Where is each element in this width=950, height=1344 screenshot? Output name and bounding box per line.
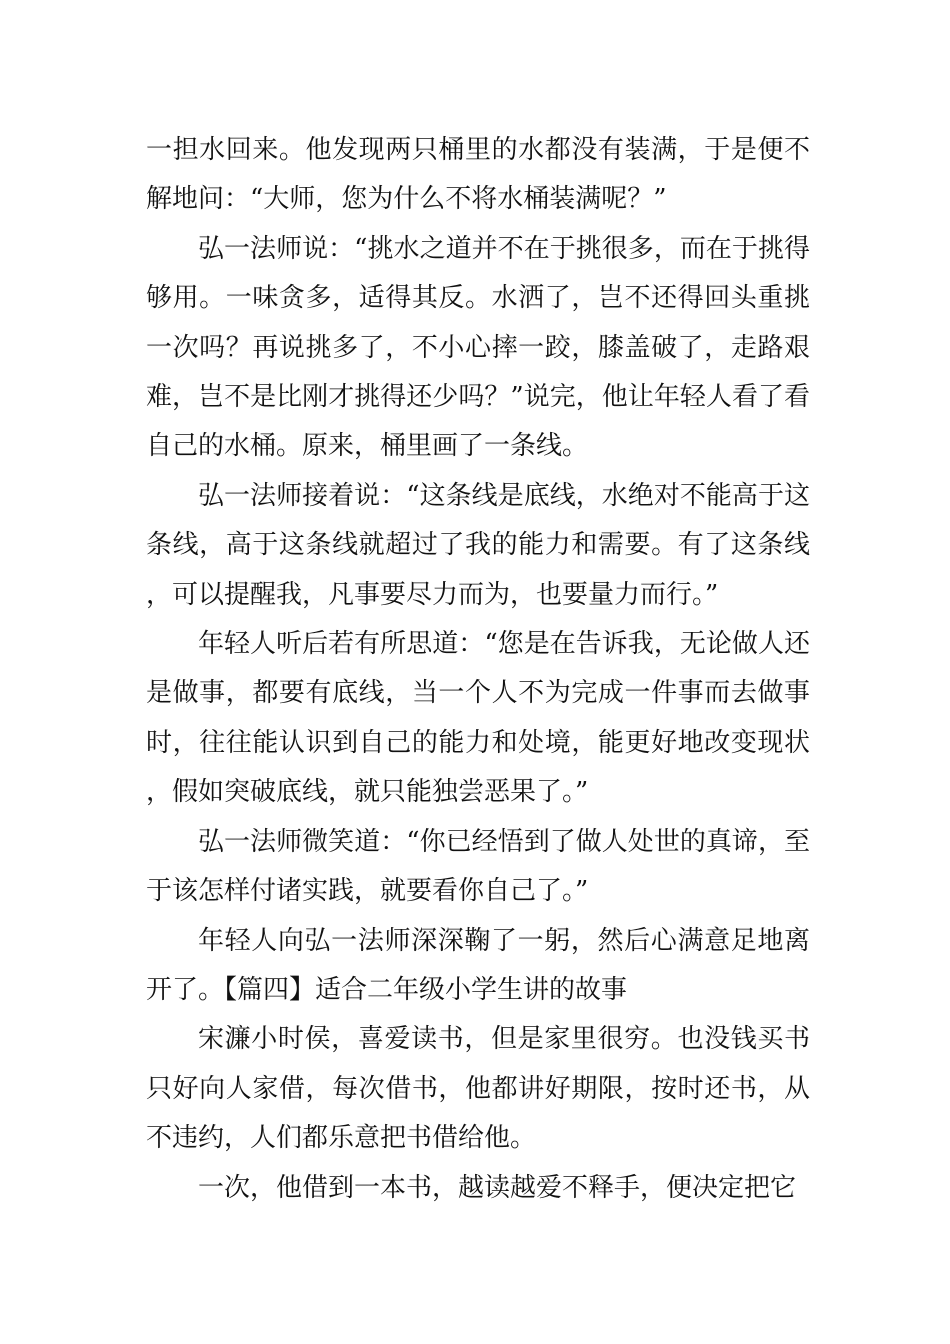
paragraph: 弘一法师接着说：“这条线是底线，水绝对不能高于这条线，高于这条线就超过了我的能力和需要。有了这条线，可以提醒我，凡事要尽力而为，也要量力而行。” bbox=[146, 480, 810, 610]
paragraph: 弘一法师微笑道：“你已经悟到了做人处世的真谛，至于该怎样付诸实践，就要看你自己了。” bbox=[146, 826, 810, 907]
paragraph: 一次，他借到一本书，越读越爱不释手，便决定把它 bbox=[198, 1172, 797, 1203]
paragraph: 弘一法师说：“挑水之道并不在于挑很多，而在于挑得够用。一味贪多，适得其反。水洒了，岂不还得回头重挑一次吗？再说挑多了，不小心摔一跤，膝盖破了，走路艰难，岂不是比刚才挑得还少吗？”说完，他让年轻人看了看自己的水桶。原来，桶里画了一条线。 bbox=[146, 233, 810, 462]
paragraph: 年轻人向弘一法师深深鞠了一躬，然后心满意足地离开了。【篇四】适合二年级小学生讲的故事 bbox=[146, 925, 810, 1005]
paragraph: 年轻人听后若有所思道：“您是在告诉我，无论做人还是做事，都要有底线，当一个人不为完成一件事而去做事时，往往能认识到自己的能力和处境，能更好地改变现状，假如突破底线，就只能独尝恶果了。” bbox=[146, 629, 810, 808]
paragraph: 宋濂小时侯，喜爱读书，但是家里很穷。也没钱买书只好向人家借，每次借书，他都讲好期限，按时还书，从不违约，人们都乐意把书借给他。 bbox=[146, 1024, 810, 1154]
text-body bbox=[146, 126, 810, 1213]
paragraph: 一担水回来。他发现两只桶里的水都没有装满，于是便不解地问：“大师，您为什么不将水桶装满呢？” bbox=[146, 135, 810, 215]
